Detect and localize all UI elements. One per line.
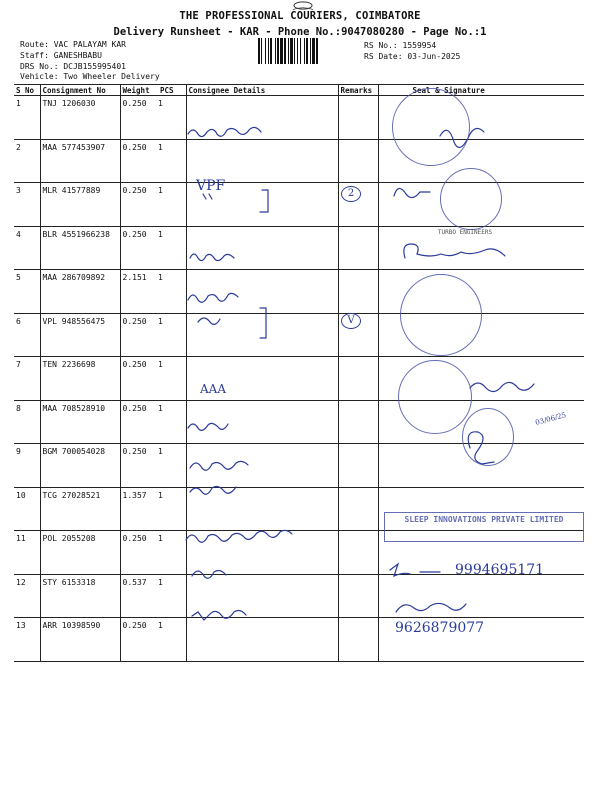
- consignment-cell: BGM 700054028: [40, 444, 120, 488]
- weight-cell: 0.250: [120, 183, 158, 227]
- turbo-stamp: TURBO ENGINEERS: [437, 229, 493, 236]
- column-header: S No: [14, 85, 40, 96]
- rs-date: RS Date: 03-Jun-2025: [364, 52, 461, 61]
- company-seal: [400, 274, 482, 356]
- company-seal: [440, 168, 502, 230]
- weight-cell: 1.357: [120, 487, 158, 531]
- consignment-cell: MAA 286709892: [40, 270, 120, 314]
- consignment-cell: TCG 27028521: [40, 487, 120, 531]
- company-title: THE PROFESSIONAL COURIERS, COIMBATORE: [179, 10, 421, 22]
- sno-cell: 9: [14, 444, 40, 488]
- pcs-cell: 1: [158, 357, 186, 401]
- column-header: Consignee Details: [186, 85, 338, 96]
- column-header: PCS: [158, 85, 186, 96]
- column-header: Remarks: [338, 85, 378, 96]
- handwritten-phone: 9626879077: [395, 620, 485, 636]
- sno-cell: 12: [14, 574, 40, 618]
- consignment-cell: ARR 10398590: [40, 618, 120, 662]
- consignment-cell: MAA 708528910: [40, 400, 120, 444]
- sno-cell: 3: [14, 183, 40, 227]
- weight-cell: 0.250: [120, 139, 158, 183]
- pcs-cell: 1: [158, 139, 186, 183]
- sno-cell: 8: [14, 400, 40, 444]
- consignment-cell: TNJ 1206030: [40, 96, 120, 140]
- handwritten-date: 03/06/25: [534, 411, 567, 427]
- weight-cell: 0.250: [120, 226, 158, 270]
- sno-cell: 11: [14, 531, 40, 575]
- pcs-cell: 1: [158, 618, 186, 662]
- pcs-cell: 1: [158, 400, 186, 444]
- drs-number: DRS No.: DCJB155995401: [20, 62, 126, 71]
- consignment-cell: POL 2055208: [40, 531, 120, 575]
- weight-cell: 0.250: [120, 618, 158, 662]
- handwritten-phone: 9994695171: [455, 562, 545, 578]
- column-header: Seal & Signature: [378, 85, 584, 96]
- sno-cell: 10: [14, 487, 40, 531]
- handwritten-consignee: AAA: [200, 382, 226, 396]
- weight-cell: 0.250: [120, 313, 158, 357]
- column-header: Consignment No: [40, 85, 120, 96]
- sno-cell: 2: [14, 139, 40, 183]
- consignment-cell: MAA 577453907: [40, 139, 120, 183]
- pcs-cell: 1: [158, 444, 186, 488]
- company-seal: [462, 408, 514, 466]
- handwritten-consignee: VPF: [196, 178, 226, 194]
- rs-number: RS No.: 1559954: [364, 41, 437, 50]
- pcs-cell: 1: [158, 226, 186, 270]
- route-label: Route: VAC PALAYAM KAR: [20, 40, 126, 49]
- sleep-innovations-stamp: SLEEP INNOVATIONS PRIVATE LIMITED: [384, 512, 584, 542]
- sno-cell: 6: [14, 313, 40, 357]
- consignment-cell: MLR 41577889: [40, 183, 120, 227]
- pcs-cell: 1: [158, 313, 186, 357]
- pcs-cell: 1: [158, 183, 186, 227]
- vehicle-label: Vehicle: Two Wheeler Delivery: [20, 72, 160, 81]
- pcs-cell: 1: [158, 96, 186, 140]
- weight-cell: 0.250: [120, 444, 158, 488]
- remark-mark: V: [341, 313, 361, 329]
- company-seal: [398, 360, 472, 434]
- column-header: Weight: [120, 85, 158, 96]
- sno-cell: 7: [14, 357, 40, 401]
- pcs-cell: 1: [158, 574, 186, 618]
- pcs-cell: 1: [158, 270, 186, 314]
- consignment-cell: TEN 2236698: [40, 357, 120, 401]
- sno-cell: 1: [14, 96, 40, 140]
- weight-cell: 0.537: [120, 574, 158, 618]
- staff-label: Staff: GANESHBABU: [20, 51, 102, 60]
- consignment-cell: STY 6153318: [40, 574, 120, 618]
- weight-cell: 0.250: [120, 357, 158, 401]
- consignment-cell: BLR 4551966238: [40, 226, 120, 270]
- consignment-cell: VPL 948556475: [40, 313, 120, 357]
- weight-cell: 0.250: [120, 96, 158, 140]
- runsheet-title: Delivery Runsheet - KAR - Phone No.:9047080280 - Page No.:1: [113, 26, 487, 38]
- sno-cell: 4: [14, 226, 40, 270]
- weight-cell: 0.250: [120, 400, 158, 444]
- pcs-cell: 1: [158, 487, 186, 531]
- weight-cell: 2.151: [120, 270, 158, 314]
- company-seal: [392, 88, 470, 166]
- sno-cell: 13: [14, 618, 40, 662]
- pcs-cell: 1: [158, 531, 186, 575]
- sno-cell: 5: [14, 270, 40, 314]
- weight-cell: 0.250: [120, 531, 158, 575]
- remark-mark: 2: [341, 186, 361, 202]
